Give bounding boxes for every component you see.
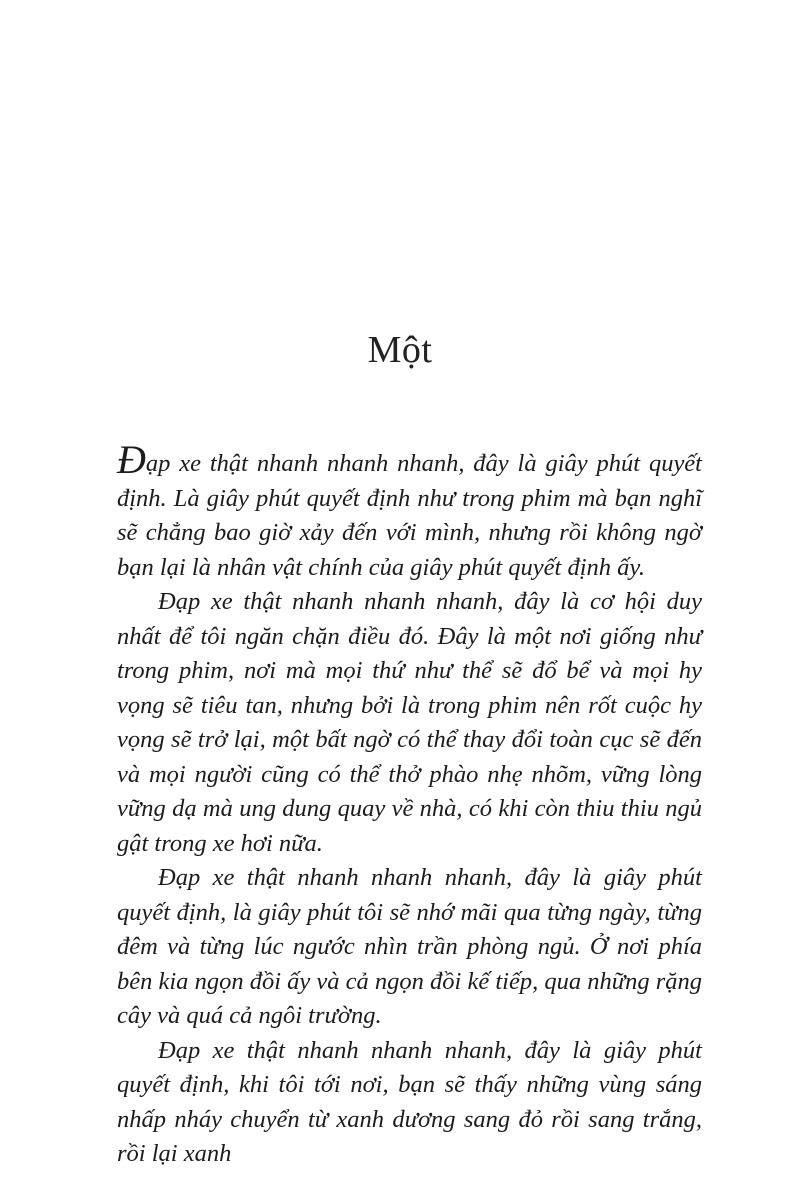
paragraph-4: Đạp xe thật nhanh nhanh nhanh, đây là giây phút quyết định, khi tôi tới nơi, bạn sẽ thấy những vùng sáng nhấp nháy chuyển từ xanh dương sang đỏ rồi sang trắng, rồi lại xanh bbox=[117, 1036, 702, 1167]
paragraph-2: Đạp xe thật nhanh nhanh nhanh, đây là cơ hội duy nhất để tôi ngăn chặn điều đó. Đây là một nơi giống như trong phim, nơi mà mọi thứ như thể sẽ đổ bể và mọi hy vọng sẽ tiêu tan, nhưng bởi là trong phim nên rốt cuộc hy vọng sẽ trở lại, một bất ngờ có thể thay đổi toàn cục sẽ đến và mọi người cũng có thể thở phào nhẹ nhõm, vững lòng vững dạ mà ung dung quay về nhà, có khi còn thiu thiu ngủ gật trong xe hơi nữa. bbox=[117, 588, 702, 857]
chapter-body bbox=[117, 437, 702, 1172]
paragraph-1 bbox=[117, 437, 702, 585]
drop-cap: Đ bbox=[117, 437, 146, 482]
chapter-title: Một bbox=[367, 329, 433, 371]
paragraph-1-text: ạp xe thật nhanh nhanh nhanh, đây là giây phút quyết định. Là giây phút quyết định như trong phim mà bạn nghĩ sẽ chẳng bao giờ xảy đến với mình, nhưng rồi không ngờ bạn lại là nhân vật chính của giây phút quyết định ấy. bbox=[117, 450, 702, 581]
paragraph-3: Đạp xe thật nhanh nhanh nhanh, đây là giây phút quyết định, là giây phút tôi sẽ nhớ mãi qua từng ngày, từng đêm và từng lúc ngước nhìn trần phòng ngủ. Ở nơi phía bên kia ngọn đồi ấy và cả ngọn đồi kế tiếp, qua những rặng cây và quá cả ngôi trường. bbox=[117, 864, 702, 1029]
